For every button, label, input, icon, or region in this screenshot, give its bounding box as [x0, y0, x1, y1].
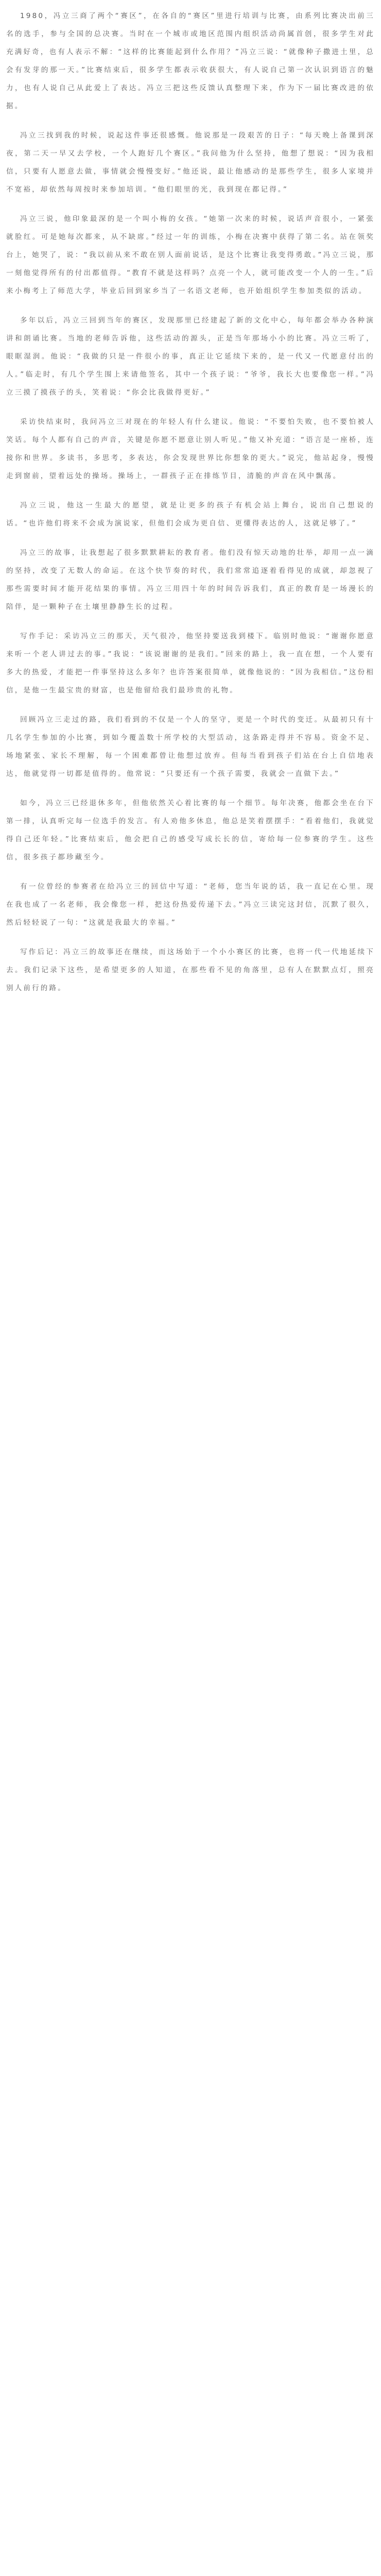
paragraph-11: 有一位曾经的参赛者在给冯立三的回信中写道：“老师，您当年说的话，我一直记在心里。现在我也成了一名老师，我会像您一样，把这份热爱传递下去。”冯立三读完这封信，沉默了很久，然后轻轻说了一句：“这就是我最大的幸福。”: [6, 883, 375, 927]
paragraph-3: 冯立三说，他印象最深的是一个叫小梅的女孩。“她第一次来的时候，说话声音很小，一紧张就脸红。可是她每次都来，从不缺席。”经过一年的训练，小梅在决赛中获得了第二名。站在领奖台上，她哭了，说：“我以前从来不敢在别人面前说话，是这个比赛让我变得勇敢。”冯立三说，那一刻他觉得所有的付出都值得。“教育不就是这样吗？点亮一个人，就可能改变一个人的一生。”后来小梅考上了师范大学，毕业后回到家乡当了一名语文老师，也开始组织学生参加类似的活动。: [6, 215, 375, 295]
paragraph-spacer: [4, 115, 377, 127]
paragraph-spacer: [4, 932, 377, 943]
paragraph-spacer: [4, 199, 377, 210]
paragraph-spacer: [4, 700, 377, 711]
paragraph-2: 冯立三找到我的时候，说起这件事还很感慨。他说那是一段艰苦的日子：“每天晚上备课到深夜，第二天一早又去学校，一个人跑好几个赛区。”我问他为什么坚持，他想了想说：“因为我相信，只要有人愿意去做，事情就会慢慢变好。”他还说，最让他感动的是那些学生，很多人家境并不宽裕，却依然每周按时来参加培训。“他们眼里的光，我到现在都记得。”: [6, 131, 375, 194]
paragraph-spacer: [4, 783, 377, 794]
paragraph-1: 1980，冯立三商了两个“赛区”，在各自的“赛区”里进行培训与比赛，由系列比赛决出前三名的选手，参与全国的总决赛。当时在一个城市或地区范围内组织活动尚属首创，很多学生对此充满好奇，也有人表示不解：“这样的比赛能起到什么作用？”冯立三说：“就像种子撒进土里，总会有发芽的那一天。”比赛结束后，很多学生都表示收获很大，有人说自己第一次认识到语言的魅力，也有人说自己从此爱上了表达。冯立三把这些反馈认真整理下来，作为下一届比赛改进的依据。: [6, 12, 375, 110]
paragraph-spacer: [4, 533, 377, 544]
paragraph-4: 多年以后，冯立三回到当年的赛区，发现那里已经建起了新的文化中心，每年都会举办各种演讲和朗诵比赛。当地的老师告诉他，这些活动的源头，正是当年那场小小的比赛。冯立三听了，眼眶湿润。他说：“我做的只是一件很小的事，真正让它延续下来的，是一代又一代愿意付出的人。”临走时，有几个学生围上来请他签名，其中一个孩子说：“爷爷，我长大也要像您一样。”冯立三摸了摸孩子的头，笑着说：“你会比我做得更好。”: [6, 316, 375, 397]
paragraph-spacer: [4, 616, 377, 628]
paragraph-spacer: [4, 300, 377, 312]
paragraph-12: 写作后记：冯立三的故事还在继续，而这场始于一个小小赛区的比赛，也将一代一代地延续下去。我们记录下这些，是希望更多的人知道，在那些看不见的角落里，总有人在默默点灯，照亮别人前行的路。: [6, 948, 375, 992]
paragraph-8: 写作手记：采访冯立三的那天，天气很冷，他坚持要送我到楼下。临别时他说：“谢谢你愿意来听一个老人讲过去的事。”我说：“该说谢谢的是我们。”回来的路上，我一直在想，一个人要有多大的热爱，才能把一件事坚持这么多年？也许答案很简单，就像他说的：“因为我相信。”这份相信，是他一生最宝贵的财富，也是他留给我们最珍贵的礼物。: [6, 632, 375, 694]
paragraph-10: 如今，冯立三已经退休多年，但他依然关心着比赛的每一个细节。每年决赛，他都会坐在台下第一排，认真听完每一位选手的发言。有人劝他多休息，他总是笑着摆摆手：“看着他们，我就觉得自己还年轻。”比赛结束后，他会把自己的感受写成长长的信，寄给每一位参赛的学生。这些信，很多孩子都珍藏至今。: [6, 799, 375, 861]
paragraph-5: 采访快结束时，我问冯立三对现在的年轻人有什么建议。他说：“不要怕失败，也不要怕被人笑话。每个人都有自己的声音，关键是你愿不愿意让别人听见。”他又补充道：“语言是一座桥，连接你和世界。多读书，多思考，多表达，你会发现世界比你想象的更大。”说完，他站起身，慢慢走到窗前，望着远处的操场。操场上，一群孩子正在排练节目，清脆的声音在风中飘荡。: [6, 418, 375, 480]
paragraph-spacer: [4, 485, 377, 497]
paragraph-9: 回顾冯立三走过的路，我们看到的不仅是一个人的坚守，更是一个时代的变迁。从最初只有十几名学生参加的小比赛，到如今覆盖数十所学校的大型活动，这条路走得并不容易。资金不足、场地紧张、家长不理解，每一个困难都曾让他想过放弃。但每当看到孩子们站在台上自信地表达，他就觉得一切都是值得的。他常说：“只要还有一个孩子需要，我就会一直做下去。”: [6, 716, 375, 778]
paragraph-6: 冯立三说，他这一生最大的愿望，就是让更多的孩子有机会站上舞台，说出自己想说的话。“也许他们将来不会成为演说家，但他们会成为更自信、更懂得表达的人，这就足够了。”: [6, 501, 375, 528]
paragraph-spacer: [4, 402, 377, 413]
paragraph-spacer: [4, 867, 377, 878]
paragraph-7: 冯立三的故事，让我想起了很多默默耕耘的教育者。他们没有惊天动地的壮举，却用一点一滴的坚持，改变了无数人的命运。在这个快节奏的时代，我们常常追逐着看得见的成就，却忽视了那些需要时间才能开花结果的事情。冯立三用四十年的时间告诉我们，真正的教育是一场漫长的陪伴，是一颗种子在土壤里静静生长的过程。: [6, 549, 375, 611]
